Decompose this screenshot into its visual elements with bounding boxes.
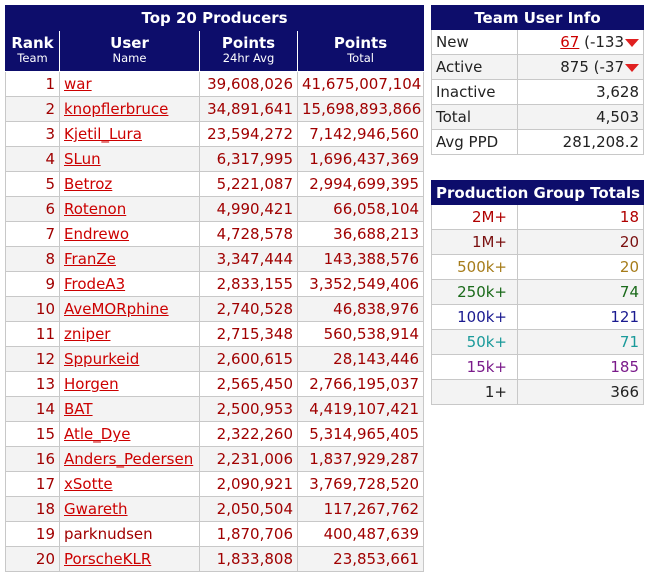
active-count: 875 [560, 58, 589, 76]
tier-count: 18 [518, 205, 644, 230]
points-avg-cell: 1,870,706 [200, 522, 298, 547]
rank-cell: 1 [6, 72, 60, 97]
user-link[interactable]: SLun [64, 150, 101, 168]
points-avg-cell: 2,600,615 [200, 347, 298, 372]
points-total-cell: 1,837,929,287 [298, 447, 424, 472]
user-link[interactable]: zniper [64, 325, 111, 343]
top-producers-title: Top 20 Producers [6, 6, 424, 31]
table-row [6, 97, 424, 122]
total-value: 4,503 [518, 105, 644, 130]
user-cell [60, 447, 200, 472]
table-row [6, 147, 424, 172]
points-avg-cell: 2,500,953 [200, 397, 298, 422]
avg-ppd-value: 281,208.2 [518, 130, 644, 155]
team-info-row-avg-ppd [432, 130, 644, 155]
team-user-info-table [431, 5, 644, 155]
points-avg-cell: 2,833,155 [200, 272, 298, 297]
user-cell [60, 247, 200, 272]
table-row [6, 447, 424, 472]
table-row [6, 372, 424, 397]
tier-count: 366 [518, 380, 644, 405]
production-group-row [432, 230, 644, 255]
user-cell [60, 222, 200, 247]
column-header-rank: Rank Team [6, 31, 60, 72]
points-avg-cell: 4,990,421 [200, 197, 298, 222]
inactive-label: Inactive [432, 80, 518, 105]
tier-label: 250k+ [432, 280, 518, 305]
tier-count: 74 [518, 280, 644, 305]
points-total-cell: 23,853,661 [298, 547, 424, 572]
points-total-cell: 117,267,762 [298, 497, 424, 522]
points-avg-cell: 6,317,995 [200, 147, 298, 172]
user-link[interactable]: Kjetil_Lura [64, 125, 142, 143]
table-row [6, 347, 424, 372]
table-row [6, 422, 424, 447]
tier-label: 50k+ [432, 330, 518, 355]
total-label: Total [432, 105, 518, 130]
tier-label: 500k+ [432, 255, 518, 280]
rank-cell: 11 [6, 322, 60, 347]
top-producers-table [5, 5, 424, 572]
table-row [6, 497, 424, 522]
rank-cell: 20 [6, 547, 60, 572]
user-link[interactable]: knopflerbruce [64, 100, 169, 118]
rank-cell: 5 [6, 172, 60, 197]
points-total-cell: 560,538,914 [298, 322, 424, 347]
tier-count: 185 [518, 355, 644, 380]
rank-cell: 14 [6, 397, 60, 422]
rank-cell: 9 [6, 272, 60, 297]
user-link[interactable]: Gwareth [64, 500, 128, 518]
column-header-points-total: Points Total [298, 31, 424, 72]
points-avg-cell: 2,565,450 [200, 372, 298, 397]
user-cell [60, 397, 200, 422]
tier-label: 15k+ [432, 355, 518, 380]
points-total-cell: 3,352,549,406 [298, 272, 424, 297]
points-avg-cell: 2,715,348 [200, 322, 298, 347]
rank-cell: 7 [6, 222, 60, 247]
down-arrow-icon [625, 64, 639, 72]
team-info-row-inactive [432, 80, 644, 105]
user-cell [60, 72, 200, 97]
rank-cell: 15 [6, 422, 60, 447]
table-row [6, 397, 424, 422]
points-total-cell: 15,698,893,866 [298, 97, 424, 122]
table-row [6, 297, 424, 322]
points-avg-cell: 39,608,026 [200, 72, 298, 97]
points-total-cell: 2,766,195,037 [298, 372, 424, 397]
production-group-row [432, 255, 644, 280]
production-group-totals-table [431, 180, 644, 405]
active-value [518, 55, 644, 80]
rank-cell: 19 [6, 522, 60, 547]
table-row [6, 322, 424, 347]
user-cell [60, 297, 200, 322]
rank-cell: 16 [6, 447, 60, 472]
table-row [6, 522, 424, 547]
user-link[interactable]: Atle_Dye [64, 425, 131, 443]
table-row [6, 197, 424, 222]
table-row [6, 272, 424, 297]
user-link[interactable]: Endrewo [64, 225, 130, 243]
table-row [6, 247, 424, 272]
user-cell [60, 497, 200, 522]
user-link[interactable]: Sppurkeid [64, 350, 140, 368]
new-value [518, 30, 644, 55]
points-avg-cell: 23,594,272 [200, 122, 298, 147]
points-avg-cell: 2,090,921 [200, 472, 298, 497]
points-total-cell: 7,142,946,560 [298, 122, 424, 147]
table-row [6, 547, 424, 572]
user-cell [60, 272, 200, 297]
table-row [6, 472, 424, 497]
user-cell [60, 97, 200, 122]
points-total-cell: 4,419,107,421 [298, 397, 424, 422]
user-link[interactable]: Anders_Pedersen [64, 450, 194, 468]
user-cell [60, 522, 200, 547]
points-avg-cell: 2,231,006 [200, 447, 298, 472]
user-cell [60, 322, 200, 347]
tier-label: 1M+ [432, 230, 518, 255]
production-group-totals-title: Production Group Totals [432, 181, 644, 205]
user-link[interactable]: FranZe [64, 250, 116, 268]
user-cell [60, 372, 200, 397]
user-cell [60, 547, 200, 572]
avg-ppd-label: Avg PPD [432, 130, 518, 155]
points-total-cell: 400,487,639 [298, 522, 424, 547]
rank-cell: 12 [6, 347, 60, 372]
tier-label: 100k+ [432, 305, 518, 330]
team-user-info-title: Team User Info [432, 6, 644, 30]
rank-cell: 2 [6, 97, 60, 122]
production-group-row [432, 355, 644, 380]
points-avg-cell: 2,740,528 [200, 297, 298, 322]
rank-cell: 13 [6, 372, 60, 397]
rank-cell: 8 [6, 247, 60, 272]
table-row [6, 72, 424, 97]
team-info-row-active [432, 55, 644, 80]
user-cell [60, 172, 200, 197]
points-avg-cell: 5,221,087 [200, 172, 298, 197]
user-link[interactable]: AveMORphine [64, 300, 169, 318]
points-avg-cell: 2,050,504 [200, 497, 298, 522]
column-header-user: User Name [60, 31, 200, 72]
user-link[interactable]: Betroz [64, 175, 113, 193]
user-link[interactable]: BAT [64, 400, 93, 418]
rank-cell: 3 [6, 122, 60, 147]
tier-count: 71 [518, 330, 644, 355]
rank-cell: 18 [6, 497, 60, 522]
user-cell [60, 422, 200, 447]
producer-rows [6, 72, 424, 572]
team-info-row-new [432, 30, 644, 55]
user-cell [60, 122, 200, 147]
user-cell [60, 147, 200, 172]
tier-count: 20 [518, 230, 644, 255]
inactive-value: 3,628 [518, 80, 644, 105]
new-delta: (-133 [584, 33, 625, 51]
user-link[interactable]: xSotte [64, 475, 113, 493]
table-row [6, 122, 424, 147]
tier-count: 20 [518, 255, 644, 280]
rank-cell: 17 [6, 472, 60, 497]
production-group-row [432, 305, 644, 330]
production-group-row [432, 205, 644, 230]
production-group-row [432, 280, 644, 305]
production-group-rows [432, 205, 644, 405]
team-info-row-total [432, 105, 644, 130]
points-avg-cell: 4,728,578 [200, 222, 298, 247]
rank-cell: 4 [6, 147, 60, 172]
table-row [6, 172, 424, 197]
user-link[interactable]: PorscheKLR [64, 550, 152, 568]
points-total-cell: 143,388,576 [298, 247, 424, 272]
points-avg-cell: 34,891,641 [200, 97, 298, 122]
points-total-cell: 3,769,728,520 [298, 472, 424, 497]
production-group-row [432, 380, 644, 405]
points-total-cell: 41,675,007,104 [298, 72, 424, 97]
points-total-cell: 36,688,213 [298, 222, 424, 247]
points-avg-cell: 2,322,260 [200, 422, 298, 447]
tier-label: 2M+ [432, 205, 518, 230]
user-link[interactable]: war [64, 75, 92, 93]
user-link[interactable]: parknudsen [64, 525, 153, 543]
user-cell [60, 472, 200, 497]
production-group-row [432, 330, 644, 355]
active-delta: (-37 [593, 58, 625, 76]
points-avg-cell: 3,347,444 [200, 247, 298, 272]
points-total-cell: 1,696,437,369 [298, 147, 424, 172]
points-total-cell: 66,058,104 [298, 197, 424, 222]
new-label: New [432, 30, 518, 55]
user-cell [60, 347, 200, 372]
points-total-cell: 5,314,965,405 [298, 422, 424, 447]
table-row [6, 222, 424, 247]
column-header-points-avg: Points 24hr Avg [200, 31, 298, 72]
tier-count: 121 [518, 305, 644, 330]
user-link[interactable]: Horgen [64, 375, 119, 393]
rank-cell: 10 [6, 297, 60, 322]
new-users-link[interactable]: 67 [560, 33, 580, 51]
points-total-cell: 28,143,446 [298, 347, 424, 372]
down-arrow-icon [625, 39, 639, 47]
points-total-cell: 46,838,976 [298, 297, 424, 322]
points-total-cell: 2,994,699,395 [298, 172, 424, 197]
points-avg-cell: 1,833,808 [200, 547, 298, 572]
user-link[interactable]: FrodeA3 [64, 275, 126, 293]
user-cell [60, 197, 200, 222]
tier-label: 1+ [432, 380, 518, 405]
rank-cell: 6 [6, 197, 60, 222]
user-link[interactable]: Rotenon [64, 200, 127, 218]
active-label: Active [432, 55, 518, 80]
